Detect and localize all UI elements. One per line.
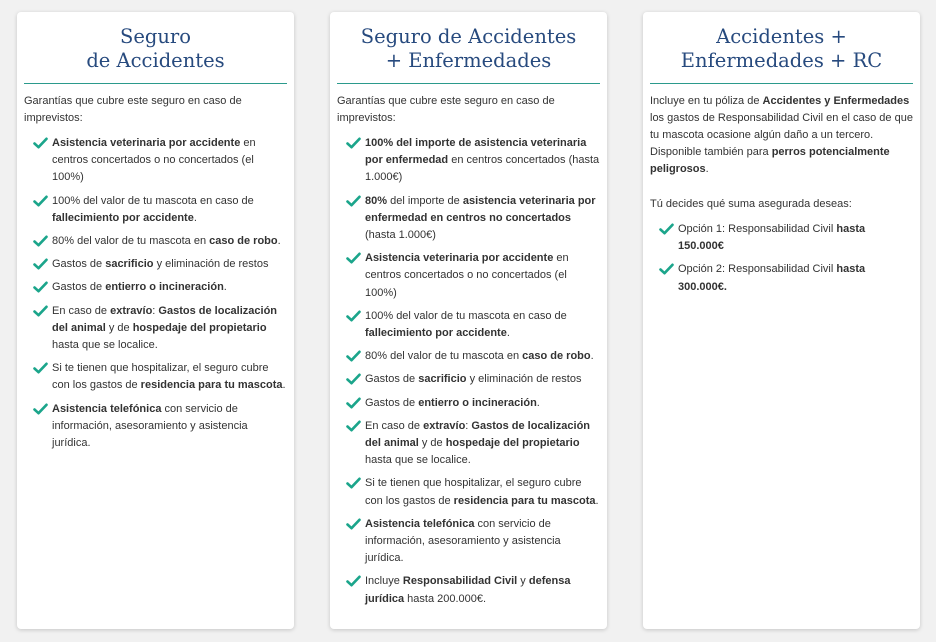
list-item: [17, 279, 294, 296]
checkmark-icon: [346, 397, 361, 409]
coverage-list: [17, 135, 294, 452]
list-item: [643, 261, 920, 295]
bold-text: Responsabilidad Civil: [402, 575, 518, 588]
text: hasta que se localice.: [365, 454, 471, 467]
checkmark-icon: [33, 137, 48, 149]
bold-text: extravío: [423, 419, 466, 432]
checkmark-icon: [33, 281, 48, 293]
text: y de: [418, 437, 446, 450]
text: .: [506, 327, 510, 340]
text: hasta que se localice.: [52, 339, 158, 352]
list-item: [330, 573, 607, 607]
bold-text: hasta 300.000€.: [678, 263, 866, 293]
text: los gastos de Responsabilidad Civil en el caso de que tu mascota ocasione algún daño a un tercero. Disponible también para: [650, 112, 913, 158]
bold-text: caso de robo: [522, 350, 591, 363]
text: Incluye en tu póliza de: [650, 95, 763, 107]
bold-text: residencia para tu mascota: [453, 494, 596, 507]
list-item: [17, 401, 294, 453]
list-item: [330, 135, 607, 187]
list-item: [17, 303, 294, 355]
text: Opción 2: Responsabilidad Civil: [678, 263, 837, 276]
checkmark-icon: [33, 305, 48, 317]
checkmark-icon: [346, 252, 361, 264]
checkmark-icon: [33, 258, 48, 270]
text: en centros concertados o no concertados (el 100%): [52, 137, 256, 184]
card-title: Accidentes + Enfermedades + RC: [650, 25, 913, 84]
card-intro: Garantías que cubre este seguro en caso de imprevistos:: [24, 95, 242, 124]
text: :: [152, 304, 159, 317]
bold-text: fallecimiento por accidente: [52, 211, 194, 224]
checkmark-icon: [346, 350, 361, 362]
card-seguro-accidentes: [17, 12, 294, 629]
bold-text: fallecimiento por accidente: [365, 327, 507, 340]
bold-text: 100% del importe de asistencia veterinaria por enfermedad: [365, 137, 587, 167]
list-item: [330, 418, 607, 470]
card-intro: Garantías que cubre este seguro en caso de imprevistos:: [337, 95, 555, 124]
list-item: [17, 135, 294, 187]
checkmark-icon: [346, 420, 361, 432]
text: con servicio de información, asesoramiento y asistencia jurídica.: [52, 402, 248, 450]
text: Si te tienen que hospitalizar, el seguro cubre con los gastos de: [365, 477, 582, 507]
bold-text: Asistencia veterinaria por accidente: [52, 137, 241, 149]
checkmark-icon: [346, 575, 361, 587]
bold-text: perros potencialmente peligrosos: [650, 146, 890, 175]
text: .: [705, 163, 709, 175]
bold-text: Accidentes y Enfermedades: [762, 95, 910, 107]
text: .: [223, 281, 227, 294]
checkmark-icon: [346, 137, 361, 149]
text: en centros concertados o no concertados (el 100%): [365, 252, 569, 299]
text: del importe de: [387, 194, 463, 207]
text: en centros concertados (hasta 1.000€): [365, 154, 600, 184]
list-item: [330, 308, 607, 342]
list-item: [330, 371, 607, 388]
text: hasta 200.000€.: [404, 592, 487, 605]
list-item: [17, 233, 294, 250]
checkmark-icon: [33, 195, 48, 207]
text: En caso de: [365, 419, 424, 432]
text: Gastos de: [365, 373, 419, 386]
bold-text: hospedaje del propietario: [445, 437, 580, 450]
checkmark-icon: [33, 362, 48, 374]
checkmark-icon: [346, 518, 361, 530]
checkmark-icon: [346, 195, 361, 207]
list-item: [17, 193, 294, 227]
text: Incluye: [365, 575, 403, 588]
text: Opción 1: Responsabilidad Civil: [678, 223, 837, 235]
card-seguro-accidentes-enfermedades: [330, 12, 607, 629]
text: Si te tienen que hospitalizar, el seguro cubre con los gastos de: [52, 362, 269, 392]
card-accidentes-enfermedades-rc: [643, 12, 920, 629]
text: .: [277, 235, 281, 248]
bold-text: Asistencia telefónica: [52, 402, 162, 415]
text: y eliminación de restos: [153, 258, 269, 271]
bold-text: extravío: [110, 304, 153, 317]
checkmark-icon: [33, 403, 48, 415]
bold-text: 80%: [365, 194, 388, 207]
text: y de: [105, 321, 133, 334]
text: y eliminación de restos: [466, 373, 582, 386]
list-item: [330, 516, 607, 568]
bold-text: entierro o incineración: [418, 396, 537, 409]
list-item: [643, 221, 920, 255]
text: .: [282, 379, 286, 392]
bold-text: Asistencia telefónica: [365, 517, 475, 530]
text: 80% del valor de tu mascota en: [52, 235, 210, 248]
bold-text: caso de robo: [209, 235, 278, 248]
text: En caso de: [52, 304, 111, 317]
checkmark-icon: [659, 223, 674, 235]
checkmark-icon: [346, 373, 361, 385]
checkmark-icon: [659, 263, 674, 275]
card-title: Seguro de Accidentes + Enfermedades: [337, 25, 600, 84]
checkmark-icon: [346, 310, 361, 322]
bold-text: entierro o incineración: [105, 281, 224, 294]
bold-text: residencia para tu mascota: [140, 379, 283, 392]
bold-text: Gastos de localización del animal: [365, 419, 591, 450]
card-intro: [650, 93, 913, 178]
coverage-list: [330, 135, 607, 608]
list-item: [330, 475, 607, 509]
bold-text: sacrificio: [418, 373, 467, 386]
bold-text: hospedaje del propietario: [132, 321, 267, 334]
text: (hasta 1.000€): [365, 229, 436, 242]
text: con servicio de información, asesoramiento y asistencia jurídica.: [365, 517, 561, 565]
bold-text: sacrificio: [105, 258, 154, 271]
list-item: [17, 256, 294, 273]
option-question: Tú decides qué suma asegurada deseas:: [650, 198, 852, 210]
bold-text: asistencia veterinaria por enfermedad en centros no concertados: [365, 194, 596, 224]
text: .: [193, 211, 197, 224]
list-item: [330, 348, 607, 365]
text: Gastos de: [365, 396, 419, 409]
text: :: [465, 419, 472, 432]
card-title: Seguro de Accidentes: [24, 25, 287, 84]
list-item: [17, 360, 294, 394]
bold-text: Gastos de localización del animal: [52, 304, 278, 334]
option-list: [643, 221, 920, 296]
text: Gastos de: [52, 258, 106, 271]
text: 100% del valor de tu mascota en caso de: [365, 309, 567, 322]
text: 100% del valor de tu mascota en caso de: [52, 194, 254, 207]
list-item: [330, 193, 607, 245]
text: .: [590, 350, 594, 363]
bold-text: Asistencia veterinaria por accidente: [365, 252, 554, 265]
text: Gastos de: [52, 281, 106, 294]
text: y: [517, 575, 529, 588]
text: .: [595, 494, 599, 507]
text: .: [536, 396, 540, 409]
checkmark-icon: [346, 477, 361, 489]
list-item: [330, 250, 607, 302]
list-item: [330, 395, 607, 412]
bold-text: defensa jurídica: [365, 575, 571, 605]
bold-text: hasta 150.000€: [678, 223, 866, 253]
checkmark-icon: [33, 235, 48, 247]
text: 80% del valor de tu mascota en: [365, 350, 523, 363]
